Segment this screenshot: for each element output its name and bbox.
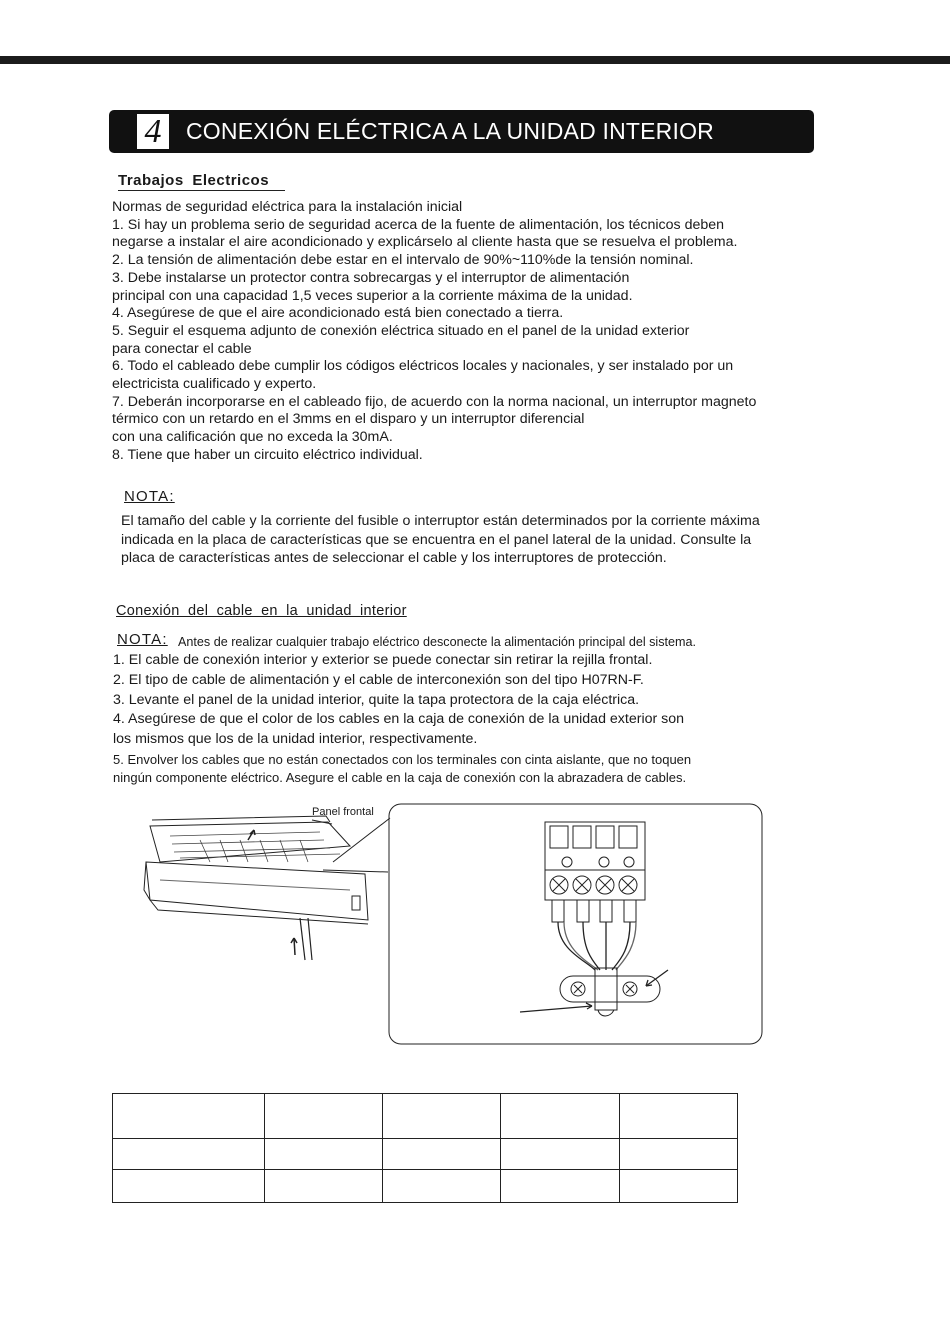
trabajos-line: 3. Debe instalarse un protector contra sobrecargas y el interruptor de alimentación — [112, 269, 630, 286]
trabajos-title: Trabajos Electricos — [118, 172, 285, 191]
trabajos-line: 4. Asegúrese de que el aire acondicionado está bien conectado a tierra. — [112, 305, 564, 322]
table-cell — [265, 1170, 383, 1203]
top-rule — [0, 56, 950, 64]
terminal-block — [545, 822, 645, 922]
conexion-line: 3. Levante el panel de la unidad interior, quite la tapa protectora de la caja eléctrica. — [113, 691, 640, 708]
table-cell — [383, 1094, 501, 1139]
trabajos-line: 1. Si hay un problema serio de seguridad acerca de la fuente de alimentación, los técnicos deben — [112, 216, 725, 233]
trabajos-line: 5. Seguir el esquema adjunto de conexión eléctrica situado en el panel de la unidad exterior — [112, 322, 690, 339]
table-cell — [619, 1139, 737, 1170]
nota-line: placa de características antes de seleccionar el cable y los interruptores de protección. — [121, 550, 667, 566]
conexion-small-line: ningún componente eléctrico. Asegure el cable en la caja de conexión con la abrazadera de cables. — [113, 770, 687, 785]
table-row — [113, 1170, 738, 1203]
table-cell — [501, 1094, 619, 1139]
trabajos-line: con una calificación que no exceda la 30mA. — [112, 429, 393, 446]
table-cell — [619, 1170, 737, 1203]
wiring-diagram — [140, 800, 770, 1050]
conexion-line: 2. El tipo de cable de alimentación y el cable de interconexión son del tipo H07RN-F. — [113, 671, 644, 688]
trabajos-line: electricista cualificado y experto. — [112, 376, 317, 392]
conexion-line: 4. Asegúrese de que el color de los cables en la caja de conexión de la unidad exterior son — [113, 711, 685, 728]
section-header — [109, 110, 814, 153]
table-cell — [113, 1139, 265, 1170]
trabajos-line: principal con una capacidad 1,5 veces superior a la corriente máxima de la unidad. — [112, 287, 633, 304]
trabajos-line: para conectar el cable — [112, 340, 252, 357]
cable-clamp — [560, 968, 660, 1016]
trabajos-line: negarse a instalar el aire acondicionado y explicárselo al cliente hasta que se resuelva el problema. — [112, 234, 738, 251]
trabajos-line: Normas de seguridad eléctrica para la instalación inicial — [112, 199, 463, 215]
conexion-nota-text: Antes de realizar cualquier trabajo eléctrico desconecte la alimentación principal del sistema. — [178, 635, 697, 649]
conexion-nota-label: NOTA: — [117, 631, 168, 648]
data-table — [112, 1093, 738, 1203]
conexion-small-line: 5. Envolver los cables que no están conectados con los terminales con cinta aislante, que no toquen — [113, 752, 692, 767]
trabajos-line: 7. Deberán incorporarse en el cableado fijo, de acuerdo con la norma nacional, un interruptor magneto — [112, 393, 757, 410]
conexion-line: los mismos que los de la unidad interior, respectivamente. — [113, 731, 478, 748]
table-cell — [383, 1170, 501, 1203]
trabajos-line: térmico con un retardo en el 3mms en el disparo y un interruptor diferencial — [112, 411, 585, 428]
conexion-line: 1. El cable de conexión interior y exterior se puede conectar sin retirar la rejilla frontal. — [113, 652, 653, 668]
panel-frontal-label: Panel frontal — [312, 806, 374, 818]
leader-line — [333, 818, 390, 862]
section-title: CONEXIÓN ELÉCTRICA A LA UNIDAD INTERIOR — [186, 118, 714, 144]
trabajos-line: 2. La tensión de alimentación debe estar en el intervalo de 90%~110%de la tensión nominal. — [112, 252, 694, 269]
wiring-figure — [140, 800, 770, 1050]
table-cell — [501, 1170, 619, 1203]
table-cell — [113, 1170, 265, 1203]
table-cell — [265, 1094, 383, 1139]
table-cell — [501, 1139, 619, 1170]
table-cell — [265, 1139, 383, 1170]
table-cell — [383, 1139, 501, 1170]
nota-line: indicada en la placa de características que se encuentra en el panel lateral de la unidad. Consulte la — [121, 531, 752, 548]
trabajos-line: 6. Todo el cableado debe cumplir los códigos eléctricos locales y nacionales, y ser instalado por un — [112, 358, 734, 375]
section-number: 4 — [137, 114, 169, 149]
nota-label: NOTA: — [124, 488, 175, 505]
nota-line: El tamaño del cable y la corriente del fusible o interruptor están determinados por la corriente máxima — [121, 513, 760, 529]
table-cell — [619, 1094, 737, 1139]
conexion-title: Conexión del cable en la unidad interior — [116, 603, 407, 619]
wires — [558, 922, 636, 970]
table-row — [113, 1139, 738, 1170]
table-row — [113, 1094, 738, 1139]
table-cell — [113, 1094, 265, 1139]
trabajos-line: 8. Tiene que haber un circuito eléctrico individual. — [112, 446, 423, 463]
